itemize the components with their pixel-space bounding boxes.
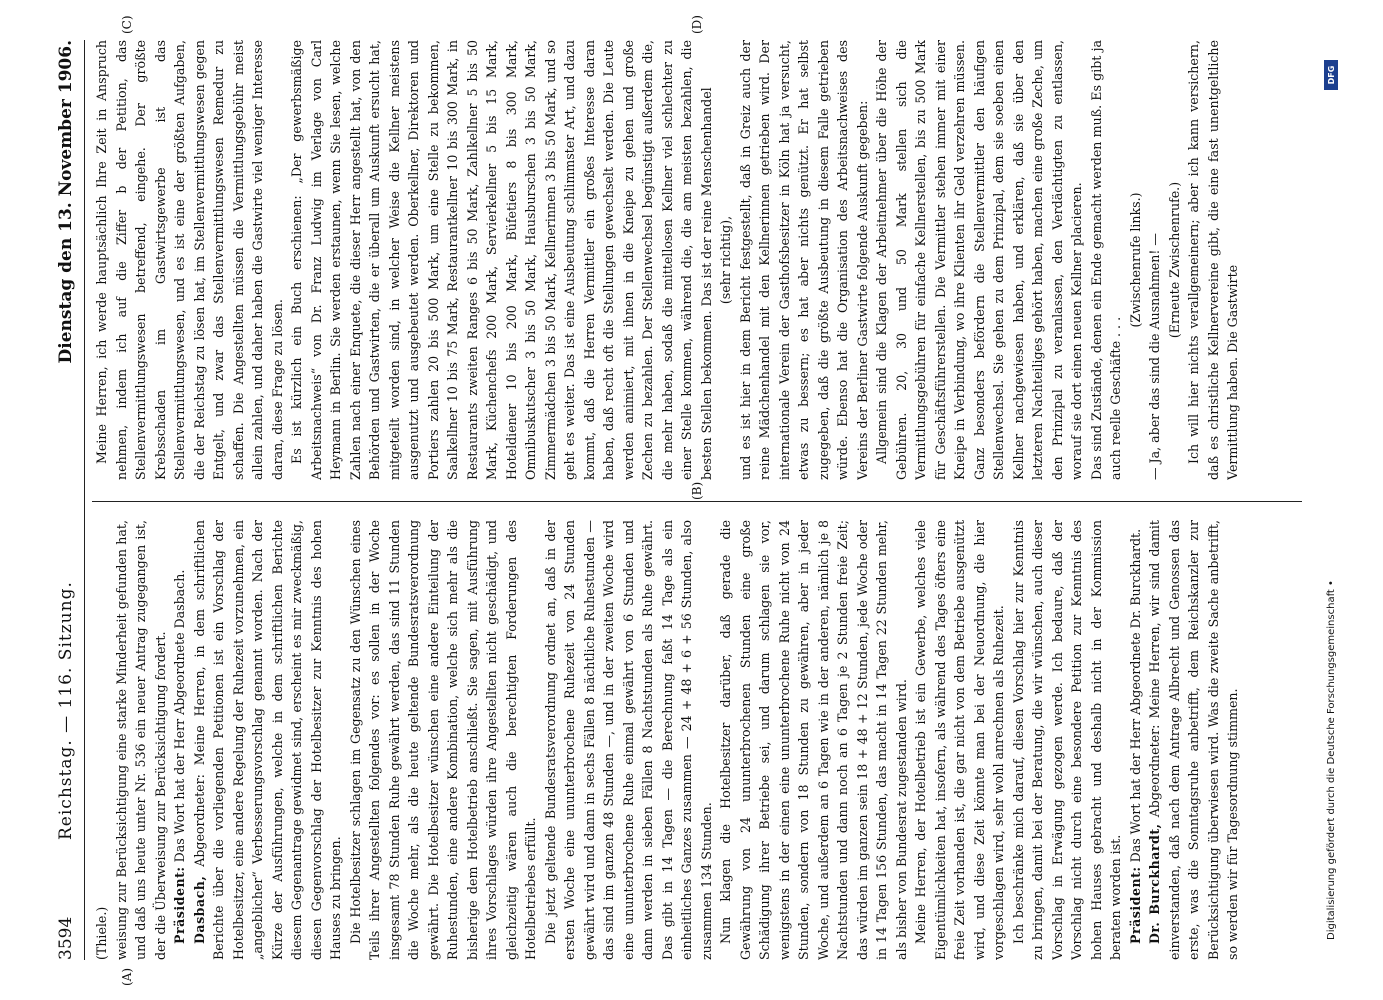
digitization-credit-text: Digitalisierung gefördert durch die Deutsche Forschungsgemeinschaft • (1326, 580, 1337, 940)
paragraph-text: — Ja, aber das sind die Ausnahmen! — (1147, 232, 1162, 480)
paragraph-text: Die jetzt geltende Bundesratsverordnung ordnet an, daß in der ersten Woche eine ununterbrochene Ruhezeit von 24 Stunden gewährt wird und dann in sechs Fällen 8 nächtliche Ruhestunden — das sind im ganzen 48 Stunden —, und in der zweiten Woche wird eine ununterbrochene Ruhe einmal gewährt von 6 Stunden und dann werden in sieben Fällen 8 Nachtstunden als Ruhe gewährt. Das gibt in 14 Tagen — die Berechnung faßt 14 Tage als ein einheitliches Ganzes zusammen — 24 + 48 + 6 + 56 Stunden, also zusammen 134 Stunden. (542, 520, 714, 960)
paragraph-text: Das Wort hat der Herr Abgeordnete Dasbach. (172, 569, 187, 867)
paragraph (287, 40, 716, 480)
marker-a: (A) (120, 967, 134, 986)
paragraph-text: (sehr richtig), (718, 215, 733, 305)
paragraph (716, 40, 736, 480)
paragraph-text: Allgemein sind die Klagen der Arbeitnehmer über die Höhe der Gebühren. 20, 30 und 50 Mark stellen sich die Vermittlungsgebühren für einfache Kellnerstellen, bis zu 500 Mark für Geschäftsführerstellen. Die Vermittler stehen immer mit einer Kneipe in Verbindung, wo ihre Klienten ihr Geld verzehren müssen. Ganz besonders befördern die Stellenvermittler den häufigen Stellenwechsel. Sie gehen zu dem Prinzipal, dem sie soeben einen Kellner nachgewiesen haben, und erklären, daß sie über den letzteren Nachteiliges gehört haben, machen eine große Zeche, um den Prinzipal zu veranlassen, den Verdächtigten zu entlassen, worauf sie dort einen neuen Kellner placieren. (874, 40, 1084, 480)
marker-c: (C) (120, 15, 134, 34)
speaker-label: Präsident: (1127, 866, 1143, 944)
session-date: Dienstag den 13. November 1906. (56, 40, 76, 364)
paragraph-text: Abgeordneter: Meine Herren, wir sind damit einverstanden, daß nach dem Antrage Albrecht und Genossen das erste, was die Sonntagsruhe anbetrifft, dem Reichskanzler zur Berücksichtigung überwiesen wird. Was die zweite Sache anbetrifft, so werden wir für Tagesordnung stimmen. (1147, 520, 1240, 960)
marker-d: (D) (690, 15, 704, 34)
paragraph-text: und es ist hier in dem Bericht festgestellt, daß in Greiz auch der reine Mädchenhandel mit den Kellnerinnen getrieben wird. Der internationale Verein der Gasthofsbesitzer in Köln hat ja versucht, etwas zu bessern; es hat aber nichts genützt. Er hat selbst zugegeben, daß die größte Ausbeutung in diesem Falle getrieben würde. Ebenso hat die Organisation des Arbeitsnachweises des Vereins der Berliner Gastwirte folgende Auskunft gegeben: (737, 40, 870, 480)
paragraph (170, 520, 190, 960)
paragraph (1184, 40, 1243, 480)
paragraph-text: Abgeordneter: Meine Herren, in dem schriftlichen Berichte über die vorliegenden Petitionen ist ein Vorschlag der Hotelbesitzer, eine andere Regelung der Ruhezeit vorzunehmen, ein „angeblicher“ Verbesserungsvorschlag genannt worden. Nach der Kürze der Ausführungen, welche in dem schriftlichen Berichte diesem Gegenantrage gewidmet sind, erscheint es mir zweckmäßig, diesen Gegenvorschlag der Hotelbesitzer zur Kenntnis des hohen Hauses zu bringen. (191, 520, 343, 960)
paragraph-text: Das Wort hat der Herr Abgeordnete Dr. Burckhardt. (1127, 528, 1143, 867)
page-number: 3594 (56, 916, 76, 960)
right-column (92, 40, 1302, 480)
paragraph-text: Die Hotelbesitzer schlagen im Gegensatz zu den Wünschen eines Teils ihrer Angestellten folgendes vor: es sollen in der Woche insgesamt 78 Stunden Ruhe gewährt werden, das sind 11 Stunden die Woche mehr, als die heute geltende Bundesratsverordnung gewährt. Die Hotelbesitzer wünschen eine andere Einteilung der Ruhestunden, eine andere Kombination, welche sich mehr als die bisherige dem Hotelbetrieb anschließt. Sie sagen, mit Ausführung ihres Vorschlages würden ihre Angestellten nicht geschädigt, und gleichzeitig wären auch die berechtigten Forderungen des Hotelbetriebes erfüllt. (347, 520, 538, 960)
paragraph (92, 520, 112, 960)
paragraph (1009, 520, 1126, 960)
paragraph (1165, 40, 1185, 480)
paragraph (736, 40, 873, 480)
speaker-label: Dr. Burckhardt, (1147, 823, 1162, 944)
digitization-credit (1322, 60, 1346, 940)
paragraph-text: Ich beschränke mich darauf, diesen Vorschlag hier zur Kenntnis zu bringen, damit bei der Beratung, die wir wünschen, auch dieser Vorschlag in Erwägung gezogen werde. Ich bedaure, daß der Vorschlag nicht durch eine besondere Petition zur Kenntnis des hohen Hauses gebracht und deshalb nicht in der Kommission beraten worden ist. (1010, 520, 1123, 960)
paragraph (1126, 40, 1146, 480)
paragraph-text: (Erneute Zwischenrufe.) (1166, 181, 1182, 339)
session-title: Reichstag. — 116. Sitzung. (56, 581, 76, 840)
dfg-logo: DFG (1324, 60, 1338, 90)
paragraph-text: Meine Herren, ich werde hauptsächlich Ihre Zeit in Anspruch nehmen, indem ich auf die Ziffer b der Petition, das Stellenvermittlungswesen betreffend, eingehe. Der größte Krebsschaden im Gastwirtsgewerbe ist das Stellenvermittlungswesen, und es ist eine der größten Aufgaben, die der Reichstag zu lösen hat, im Stellenvermittlungswesen gegen Entgelt, und zwar das Stellenvermittlungswesen Remedur zu schaffen. Die Angestellten müssen die Vermittlungsgebühr meist allein zahlen, und daher haben die Gastwirte viel weniger Interesse daran, diese Frage zu lösen. (94, 40, 285, 480)
speaker-label: Präsident: (172, 866, 187, 944)
paragraph-text: (Zwischenrufe links.) (1127, 192, 1143, 328)
page-header (48, 40, 85, 960)
paragraph (190, 520, 346, 960)
paragraph-text: (Thiele.) (94, 906, 109, 960)
left-column (92, 520, 1302, 960)
paragraph (1145, 40, 1165, 480)
speaker-label: Dasbach, (191, 875, 207, 944)
paragraph-text: Nun klagen die Hotelbesitzer darüber, daß gerade die Gewährung von 24 ununterbrochenen Stunden eine große Schädigung ihrer Betriebe sei, und darum schlagen sie vor, wenigstens in der einen eine ununterbrochene Ruhe nicht von 24 Stunden, sondern von 18 Stunden zu gewähren, aber in jeder Woche, und außerdem an 6 Tagen wie in der anderen, nämlich je 8 Nachtstunden und dann noch an 6 Tagen je 2 Stunden freie Zeit; das würden im ganzen sein 18 + 48 + 12 Stunden, jede Woche oder in 14 Tagen 156 Stunden, das macht in 14 Tagen 22 Stunden mehr, als bisher von Bundesrat zugestanden wird. (718, 520, 909, 960)
paragraph-text: weisung zur Berücksichtigung eine starke Minderheit gefunden hat, und daß uns heute unter Nr. 536 ein neuer Antrag zugegangen ist, der die Überweisung zur Berücksichtigung fordert. (113, 520, 168, 960)
paragraph (716, 520, 911, 960)
paragraph (872, 40, 1087, 480)
column-divider (92, 501, 1302, 502)
paragraph-text: Es ist kürzlich ein Buch erschienen: „Der gewerbsmäßige Arbeitsnachweis“ von Dr. Franz Ludwig im Verlage von Carl Heymann in Berlin. Sie werden erstaunen, wenn Sie lesen, welche Zahlen nach einer Enquete, die dieser Herr angestellt hat, von den Behörden und Gastwirten, die er überall um Auskunft ersucht hat, mitgeteilt worden sind, in welcher Weise die Kellner meistens ausgenutzt und ausgebeutet werden. Oberkellner, Direktoren und Portiers zahlen 20 bis 500 Mark, um eine Stelle zu bekommen, Saalkellner 10 bis 75 Mark, Restaurantkellner 10 bis 300 Mark, in Restaurants zweiten Ranges 6 bis 50 Mark, Zahlkellner 5 bis 50 Mark, Küchenchefs 200 Mark, Servierkellner 5 bis 15 Mark, Hoteldiener 10 bis 200 Mark, Büfetiers 8 bis 300 Mark, Omnibuskutscher 3 bis 50 Mark, Hausburschen 3 bis 50 Mark, Zimmermädchen 3 bis 50 Mark, Kellnerinnen 3 bis 50 Mark, und so geht es weiter. Das ist eine Ausbeutung schlimmster Art, und dazu kommt, daß die Herren Vermittler ein großes Interesse daran haben, daß recht oft die Stellungen gewechselt werden. Die Leute werden animiert, mit ihnen in die Kneipe zu gehen und große Zechen zu bezahlen. Der Stellenwechsel begünstigt außerdem die, die mehr haben, sodaß die mittellosen Kellner viel schlechter zu einer Stelle kommen, während die, die am meisten bezahlen, die besten Stellen bekommen. Das ist der reine Menschenhandel (289, 40, 714, 480)
paragraph (346, 520, 541, 960)
paragraph (541, 520, 717, 960)
marker-b: (B) (690, 481, 704, 500)
paragraph (112, 520, 171, 960)
paragraph (92, 40, 287, 480)
paragraph-text: Meine Herren, der Hotelbetrieb ist ein Gewerbe, welches viele Eigentümlichkeiten hat, insofern, als während des Tages öfters eine freie Zeit vorhanden ist, die gar nicht von dem Betriebe ausgenützt wird, und diese Zeit könnte man bei der Neuordnung, die hier vorgeschlagen wird, sehr wohl anrechnen als Ruhezeit. (913, 520, 1006, 960)
paragraph (1145, 520, 1243, 960)
paragraph (1126, 520, 1146, 960)
paragraph-text: Das sind Zustände, denen ein Ende gemacht werden muß. Es gibt ja auch reelle Geschäfte . . . (1088, 40, 1123, 480)
paragraph (1087, 40, 1126, 480)
paragraph (911, 520, 1009, 960)
paragraph-text: Ich will hier nichts verallgemeinern; aber ich kann versichern, daß es christliche Kellnervereine gibt, die eine fast unentgeltliche Vermittlung haben. Die Gastwirte (1186, 40, 1240, 480)
